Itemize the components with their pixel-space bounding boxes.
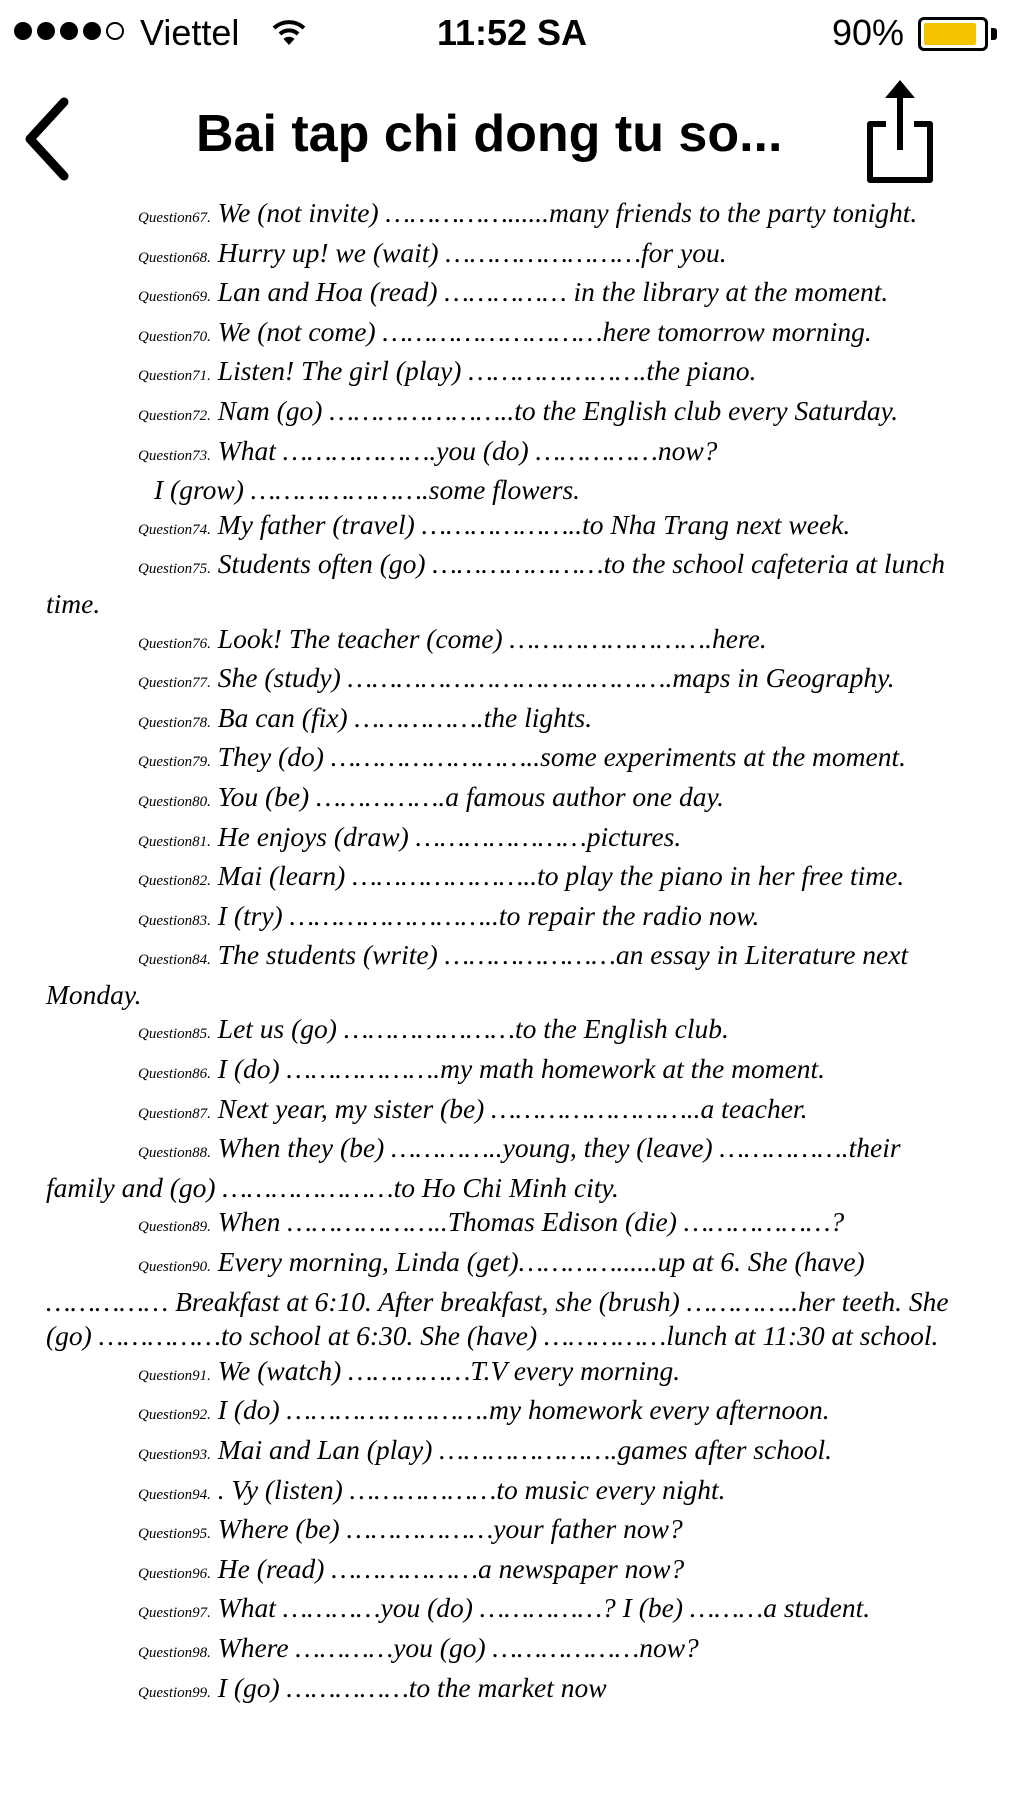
question-number: Question95. — [138, 1526, 211, 1543]
question-text: We (watch) ……………T.V every morning. — [210, 1354, 681, 1386]
question-item — [46, 1671, 976, 1711]
question-item — [46, 1354, 976, 1394]
navigation-bar — [0, 64, 1024, 204]
question-item — [46, 236, 976, 276]
question-item — [46, 473, 976, 508]
question-number: Question79. — [138, 754, 211, 771]
question-text: She (study) ………………………………….maps in Geography. — [210, 662, 895, 694]
question-text: Nam (go) …………………..to the English club every Saturday. — [210, 394, 899, 426]
question-number: Question98. — [138, 1644, 211, 1661]
question-item — [46, 1205, 976, 1245]
question-item — [46, 1131, 976, 1205]
question-item — [46, 1552, 976, 1592]
question-item — [46, 938, 976, 1012]
question-number: Question72. — [138, 407, 211, 424]
question-text: Hurry up! we (wait) ……………………for you. — [210, 236, 727, 268]
question-text: I (do) …………………….my homework every afternoon. — [210, 1394, 830, 1426]
question-item — [46, 820, 976, 860]
question-item — [46, 661, 976, 701]
question-number: Question78. — [138, 714, 211, 731]
question-text: You (be) …………….a famous author one day. — [210, 780, 725, 812]
question-item — [46, 701, 976, 741]
question-item — [46, 1012, 976, 1052]
question-text: I (do) ……………….my math homework at the moment. — [210, 1053, 826, 1085]
question-item — [46, 1631, 976, 1671]
battery-level-fill — [924, 23, 976, 45]
question-number: Question73. — [138, 447, 211, 464]
question-item — [46, 275, 976, 315]
question-item — [46, 780, 976, 820]
question-number: Question67. — [138, 210, 211, 226]
question-number: Question75. — [138, 561, 211, 578]
battery-percentage: 90% — [832, 12, 905, 53]
question-text: Where …………you (go) ………………now? — [210, 1631, 699, 1663]
question-text: Listen! The girl (play) ………………….the piano. — [210, 355, 757, 387]
question-number: Question97. — [138, 1605, 211, 1622]
question-number: Question83. — [138, 912, 211, 929]
question-item — [46, 740, 976, 780]
question-number: Question93. — [138, 1447, 211, 1463]
question-number: Question84. — [138, 952, 211, 969]
question-item — [46, 1092, 976, 1132]
question-number: Question82. — [138, 873, 211, 890]
question-text: What ……………….you (do) ……………now? — [210, 434, 718, 466]
question-text: . Vy (listen) ………………to music every night. — [210, 1473, 726, 1505]
back-chevron-icon[interactable] — [20, 94, 76, 184]
status-time: 11:52 SA — [436, 12, 588, 53]
question-item — [46, 899, 976, 939]
question-number: Question74. — [138, 521, 211, 538]
question-number: Question99. — [138, 1684, 211, 1701]
question-item — [46, 434, 976, 474]
status-bar — [0, 0, 1024, 64]
document-title: Bai tap chi dong tu so... — [196, 105, 783, 163]
question-number: Question70. — [138, 328, 211, 345]
question-item — [46, 196, 976, 236]
question-text: We (not come) ………………………here tomorrow morning. — [210, 315, 872, 347]
question-item — [46, 394, 976, 434]
question-text: He (read) ………………a newspaper now? — [210, 1552, 685, 1584]
share-icon[interactable] — [862, 78, 938, 188]
battery-cap — [991, 28, 997, 40]
question-list — [0, 196, 1024, 1710]
question-text: Look! The teacher (come) …………………….here. — [210, 622, 767, 654]
question-number: Question71. — [138, 368, 211, 385]
question-text: Next year, my sister (be) ……………………..a teacher. — [210, 1092, 808, 1124]
document-viewer[interactable] — [0, 196, 1024, 1817]
question-text: I (grow) ………………….some flowers. — [154, 474, 581, 506]
question-number: Question86. — [138, 1066, 211, 1083]
question-number: Question96. — [138, 1565, 211, 1582]
question-item — [46, 315, 976, 355]
question-text: The students (write) …………………an essay in Literature next Monday. — [46, 939, 909, 1010]
question-text: Where (be) ………………your father now? — [210, 1513, 683, 1545]
question-number: Question92. — [138, 1407, 211, 1424]
question-text: Every morning, Linda (get)…………......up at 6. She (have) …………… Breakfast at 6:10. After breakfast, she (brush) …………..her teeth. She (go) ……………to school at 6:30. She (have) ……………lunch at 11:30 at school. — [46, 1246, 949, 1352]
carrier-name: Viettel — [140, 12, 240, 53]
question-item — [46, 1245, 976, 1354]
question-text: I (try) ……………………..to repair the radio now. — [210, 899, 760, 931]
question-text: What …………you (do) ……………? I (be) ………a student. — [210, 1592, 871, 1624]
question-text: Mai and Lan (play) ………………….games after school. — [210, 1434, 832, 1465]
question-number: Question89. — [138, 1219, 211, 1236]
question-item — [46, 1433, 976, 1473]
question-number: Question69. — [138, 289, 211, 306]
question-text: He enjoys (draw) …………………pictures. — [210, 820, 682, 852]
question-text: Mai (learn) …………………..to play the piano in her free time. — [210, 860, 905, 892]
question-text: When ………………..Thomas Edison (die) ………………? — [210, 1206, 845, 1238]
question-text: When they (be) …………..young, they (leave) …………….their family and (go) …………………to Ho Chi Minh city. — [46, 1132, 901, 1203]
question-item — [46, 622, 976, 662]
question-text: We (not invite) ……………......many friends to the party tonight. — [210, 197, 918, 228]
question-item — [46, 1393, 976, 1433]
question-number: Question77. — [138, 675, 211, 692]
question-item — [46, 1512, 976, 1552]
question-text: They (do) ……………………..some experiments at the moment. — [210, 741, 906, 773]
question-number: Question68. — [138, 249, 211, 266]
question-item — [46, 547, 976, 621]
question-number: Question76. — [138, 635, 211, 652]
question-item — [46, 508, 976, 548]
question-item — [46, 859, 976, 899]
question-item — [46, 1473, 976, 1513]
question-number: Question87. — [138, 1105, 211, 1122]
question-item — [46, 1591, 976, 1631]
question-number: Question91. — [138, 1367, 211, 1384]
question-text: I (go) ……………to the market now — [210, 1671, 607, 1703]
question-item — [46, 354, 976, 394]
question-number: Question94. — [138, 1486, 211, 1503]
question-number: Question90. — [138, 1259, 211, 1276]
question-number: Question88. — [138, 1145, 211, 1162]
question-text: Students often (go) …………………to the school cafeteria at lunch time. — [46, 548, 945, 619]
question-text: Let us (go) …………………to the English club. — [210, 1013, 729, 1045]
question-text: My father (travel) ………………..to Nha Trang next week. — [210, 508, 851, 540]
question-item — [46, 1052, 976, 1092]
question-number: Question80. — [138, 793, 211, 810]
battery-icon — [918, 17, 988, 51]
question-text: Ba can (fix) …………….the lights. — [210, 701, 593, 733]
question-number: Question81. — [138, 833, 211, 850]
question-text: Lan and Hoa (read) …………… in the library at the moment. — [210, 276, 889, 308]
question-number: Question85. — [138, 1026, 211, 1043]
